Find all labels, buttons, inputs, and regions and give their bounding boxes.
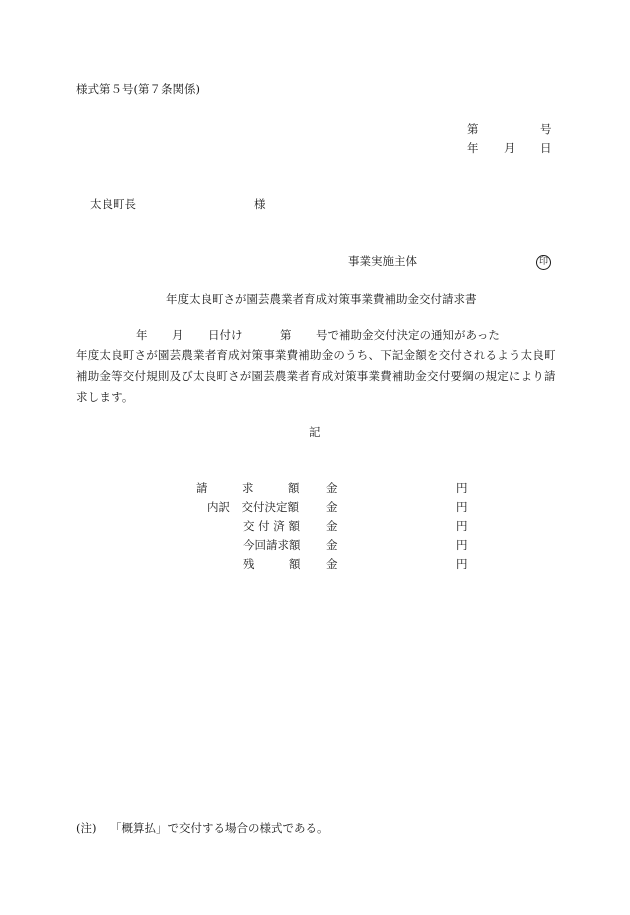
- detail-kin-remaining: 金: [326, 557, 338, 571]
- header-day: 日: [540, 141, 552, 155]
- header-month: 月: [504, 141, 516, 155]
- detail-label-total: 請 求 額: [196, 481, 300, 495]
- note-mark: (注): [76, 821, 97, 835]
- header-dai: 第: [467, 122, 479, 136]
- form-number-label: 様式第５号(第７条関係): [76, 82, 200, 96]
- detail-label-decided: 内訳 交付決定額: [207, 500, 299, 514]
- detail-en-current: 円: [456, 538, 468, 552]
- detail-en-total: 円: [456, 481, 468, 495]
- detail-label-paid: 交 付 済 額: [243, 519, 300, 533]
- addressee-sama: 様: [254, 197, 266, 211]
- detail-label-remaining: 残 額: [243, 557, 301, 571]
- header-go: 号: [540, 122, 552, 136]
- detail-kin-paid: 金: [326, 519, 338, 533]
- detail-kin-current: 金: [326, 538, 338, 552]
- seal-text: 印: [536, 255, 551, 270]
- body-paragraph: 年度太良町さが園芸農業者育成対策事業費補助金のうち、下記金額を交付されるよう太良町補助金等交付規則及び太良町さが園芸農業者育成対策事業費補助金交付要綱の規定により請求します。: [76, 348, 556, 404]
- seal-mark: [536, 255, 551, 270]
- detail-label-current: 今回請求額: [243, 538, 301, 552]
- applicant-label: 事業実施主体: [348, 254, 417, 268]
- detail-kin-decided: 金: [326, 500, 338, 514]
- note-text: 「概算払」で交付する場合の様式である。: [110, 821, 329, 835]
- addressee-name: 太良町長: [90, 197, 136, 211]
- detail-kin-total: 金: [326, 481, 338, 495]
- body-date: 日付け: [208, 328, 243, 342]
- body-year: 年: [136, 328, 148, 342]
- detail-en-paid: 円: [456, 519, 468, 533]
- ki-heading: 記: [309, 425, 321, 439]
- header-year: 年: [467, 141, 479, 155]
- document-title: 年度太良町さが園芸農業者育成対策事業費補助金交付請求書: [166, 292, 477, 306]
- body-go-text: 号で補助金交付決定の通知があった: [316, 328, 500, 342]
- detail-en-remaining: 円: [456, 557, 468, 571]
- body-dai: 第: [280, 328, 292, 342]
- detail-en-decided: 円: [456, 500, 468, 514]
- body-month: 月: [172, 328, 184, 342]
